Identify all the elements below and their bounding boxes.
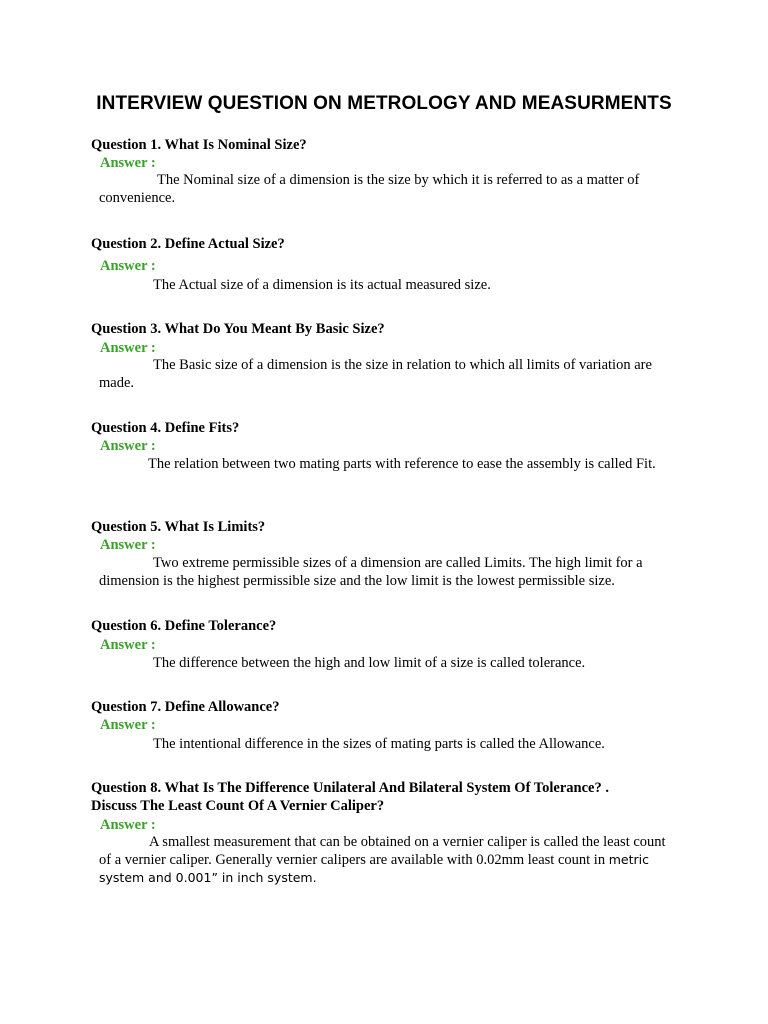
question-3: Question 3. What Do You Meant By Basic Size? [91,321,385,337]
answer-8 [99,833,669,887]
answer-2: The Actual size of a dimension is its actual measured size. [153,277,491,293]
answer-label-8: Answer : [100,817,156,833]
question-7: Question 7. Define Allowance? [91,699,280,715]
question-8-line-2: Discuss The Least Count Of A Vernier Caliper? [91,798,385,814]
question-1: Question 1. What Is Nominal Size? [91,137,307,153]
answer-4: The relation between two mating parts with reference to ease the assembly is called Fit. [148,456,656,472]
question-5: Question 5. What Is Limits? [91,519,266,535]
answer-label-7: Answer : [100,717,156,733]
answer-8-tail: metric system and 0.001” in inch system. [99,852,649,885]
question-4: Question 4. Define Fits? [91,420,240,436]
answer-6: The difference between the high and low limit of a size is called tolerance. [153,655,586,671]
answer-label-6: Answer : [100,637,156,653]
answer-label-2: Answer : [100,258,156,274]
question-6: Question 6. Define Tolerance? [91,618,277,634]
question-2: Question 2. Define Actual Size? [91,236,285,252]
answer-8-main: A smallest measurement that can be obtained on a vernier caliper is called the least count of a vernier caliper. Generally vernier calipers are available with 0.02mm least count in [99,834,666,868]
answer-7: The intentional difference in the sizes of mating parts is called the Allowance. [153,736,605,752]
answer-label-3: Answer : [100,340,156,356]
answer-1: The Nominal size of a dimension is the size by which it is referred to as a matter of convenience. [99,172,640,206]
question-8-line-1: Question 8. What Is The Difference Unilateral And Bilateral System Of Tolerance? . [91,780,609,796]
answer-5: Two extreme permissible sizes of a dimension are called Limits. The high limit for a dimension is the highest permissible size and the low limit is the lowest permissible size. [99,555,643,589]
answer-3: The Basic size of a dimension is the size in relation to which all limits of variation are made. [99,357,652,391]
answer-label-4: Answer : [100,438,156,454]
answer-label-1: Answer : [100,155,156,171]
page-title: INTERVIEW QUESTION ON METROLOGY AND MEASURMENTS [96,93,672,114]
answer-label-5: Answer : [100,537,156,553]
